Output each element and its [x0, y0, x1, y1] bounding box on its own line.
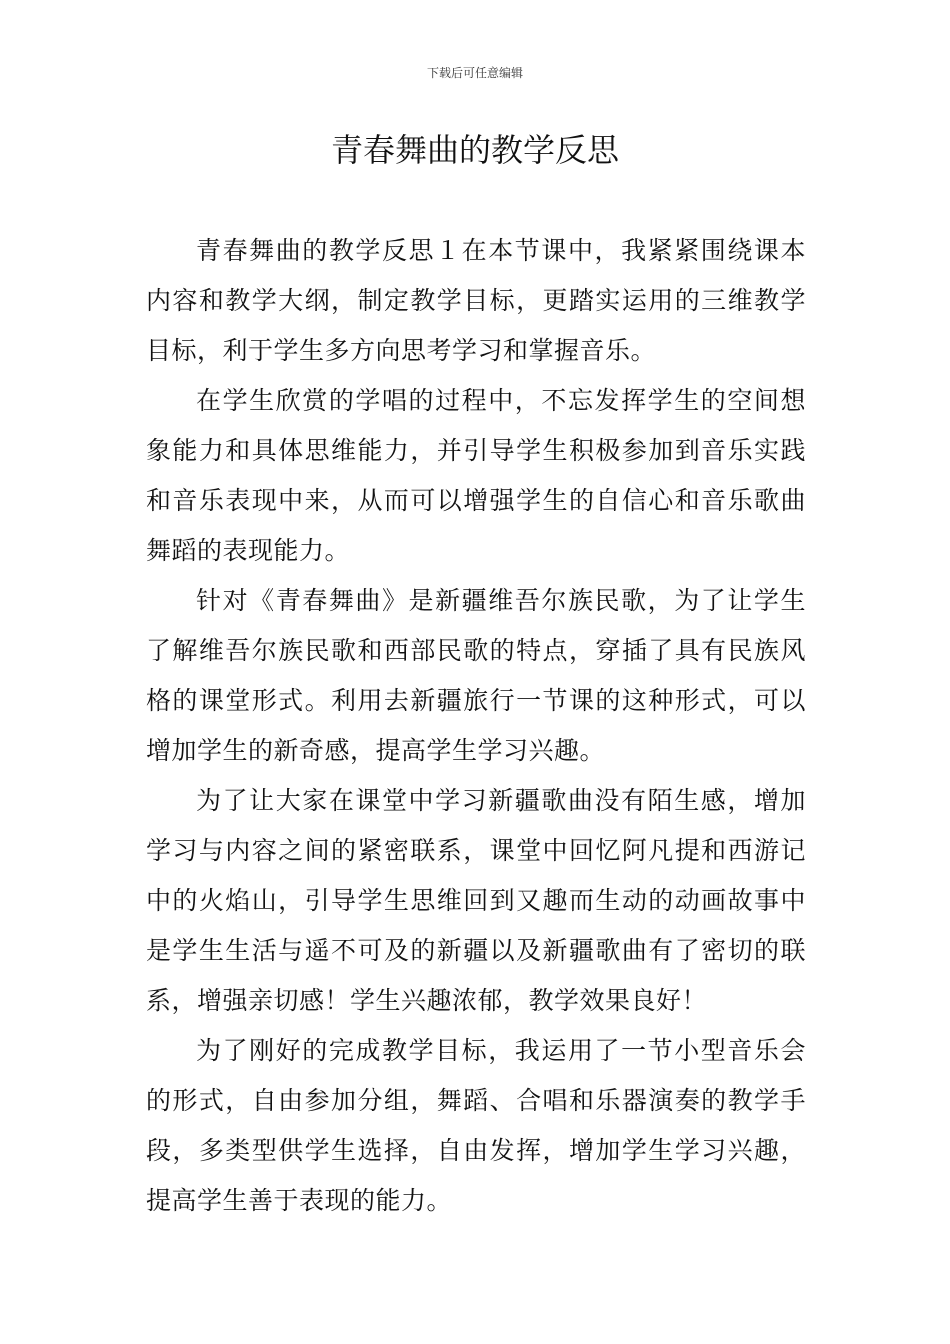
page-header-note: 下载后可任意编辑	[426, 66, 523, 80]
document-body	[146, 226, 806, 1226]
paragraph-2: 在学生欣赏的学唱的过程中，不忘发挥学生的空间想象能力和具体思维能力，并引导学生积极参加到音乐实践和音乐表现中来，从而可以增强学生的自信心和音乐歌曲舞蹈的表现能力。	[146, 386, 806, 565]
document-title: 青春舞曲的教学反思	[330, 131, 619, 169]
paragraph-4: 为了让大家在课堂中学习新疆歌曲没有陌生感，增加学习与内容之间的紧密联系，课堂中回忆阿凡提和西游记中的火焰山，引导学生思维回到又趣而生动的动画故事中是学生生活与遥不可及的新疆以及新疆歌曲有了密切的联系，增强亲切感！学生兴趣浓郁，教学效果良好！	[146, 786, 806, 1015]
paragraph-3: 针对《青春舞曲》是新疆维吾尔族民歌，为了让学生了解维吾尔族民歌和西部民歌的特点，穿插了具有民族风格的课堂形式。利用去新疆旅行一节课的这种形式，可以增加学生的新奇感，提高学生学习兴趣。	[146, 586, 806, 765]
paragraph-5: 为了刚好的完成教学目标，我运用了一节小型音乐会的形式，自由参加分组，舞蹈、合唱和乐器演奏的教学手段，多类型供学生选择，自由发挥，增加学生学习兴趣，提高学生善于表现的能力。	[146, 1036, 806, 1215]
paragraph-1: 青春舞曲的教学反思１在本节课中，我紧紧围绕课本内容和教学大纲，制定教学目标，更踏实运用的三维教学目标，利于学生多方向思考学习和掌握音乐。	[146, 236, 806, 365]
